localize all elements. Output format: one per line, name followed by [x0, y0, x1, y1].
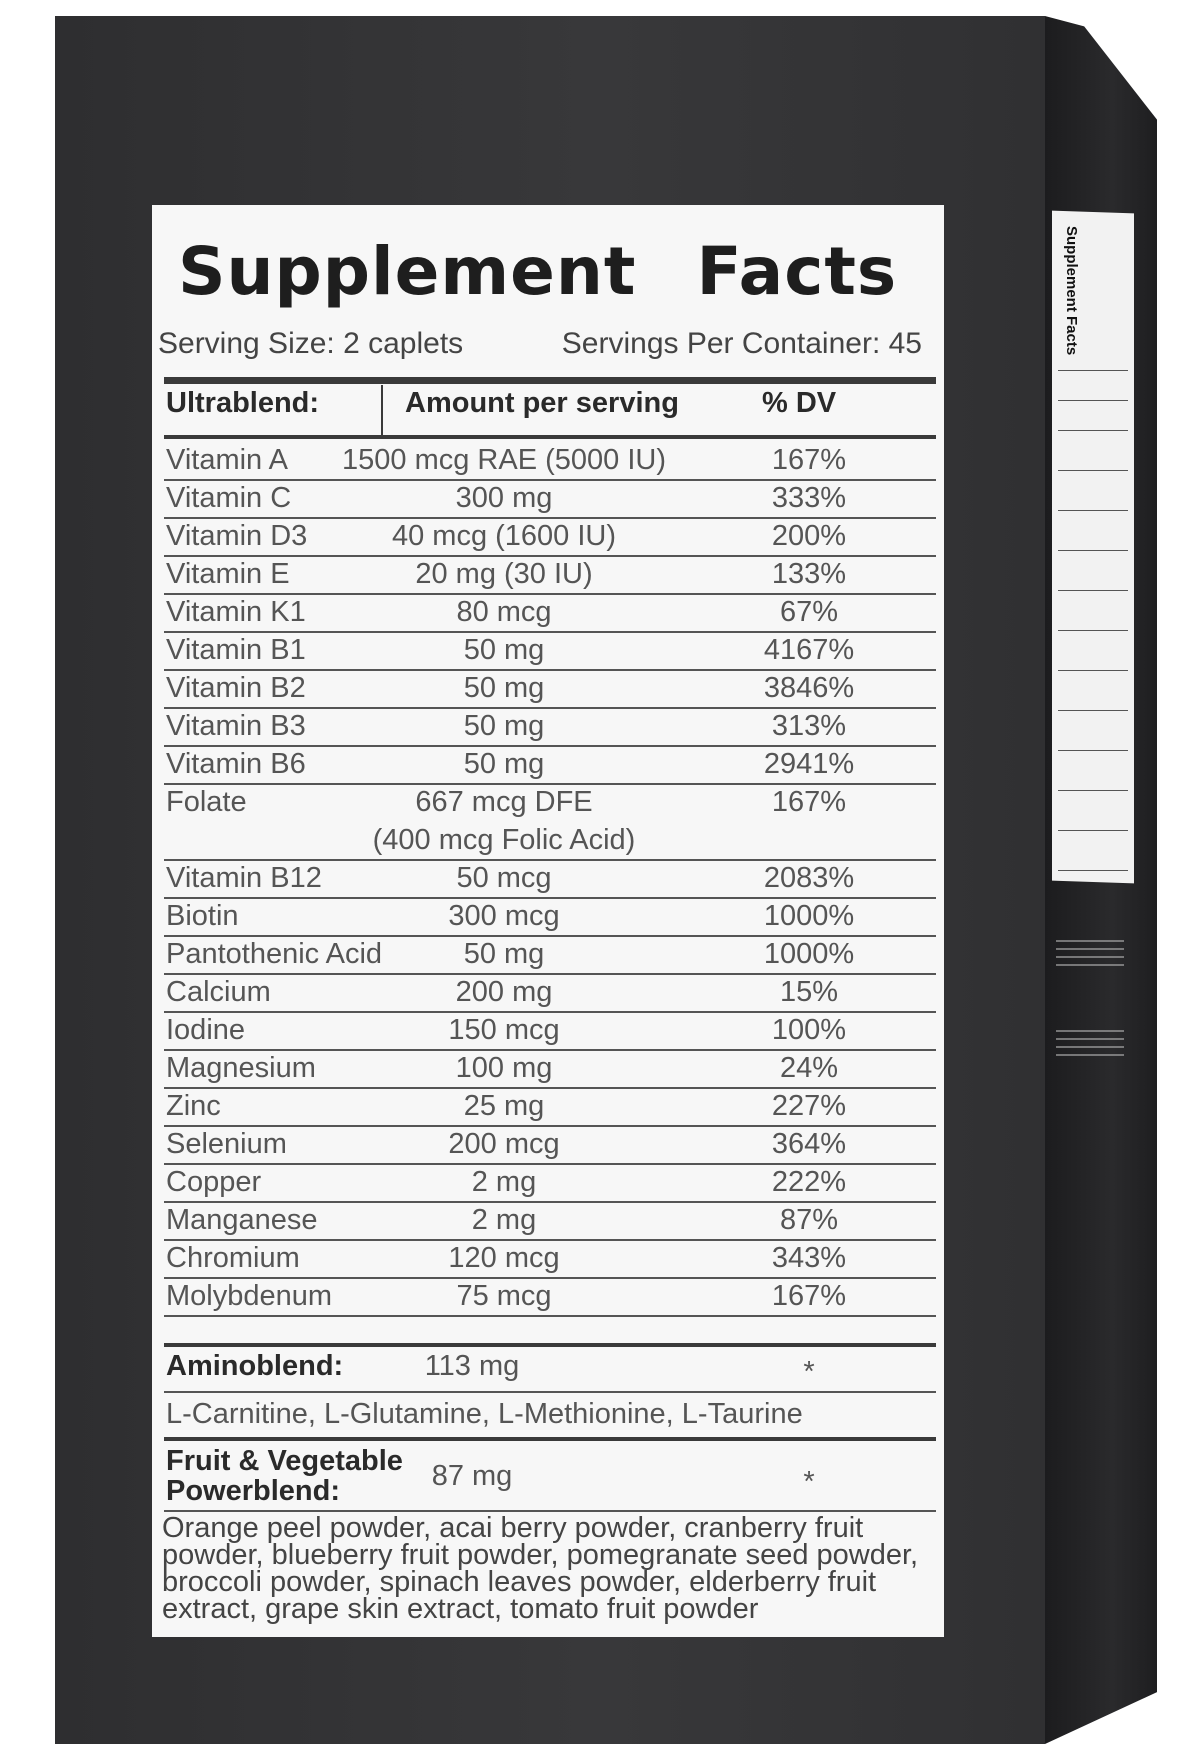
nutrient-dv: 2941%: [763, 748, 855, 780]
supplement-facts-panel: [152, 205, 944, 1637]
nutrient-dv: 167%: [771, 1280, 847, 1312]
nutrient-name: Vitamin E: [166, 558, 290, 590]
side-panel-rule: [1058, 750, 1128, 751]
nutrient-amount: 50 mg: [463, 634, 545, 666]
nutrient-dv: 167%: [771, 444, 847, 476]
nutrient-amount: 100 mg: [455, 1052, 553, 1084]
side-panel-rule: [1058, 710, 1128, 711]
table-row: [164, 707, 936, 747]
title-word-facts: Facts: [696, 233, 898, 310]
powerblend-name-line1: Fruit & Vegetable: [166, 1445, 403, 1477]
nutrient-amount: 80 mcg: [456, 596, 552, 628]
aminoblend-end-rule: [164, 1437, 936, 1441]
nutrient-dv: 24%: [779, 1052, 839, 1084]
nutrient-name: Pantothenic Acid: [166, 938, 383, 970]
nutrient-name: Zinc: [166, 1090, 221, 1122]
nutrient-name: Vitamin B3: [166, 710, 306, 742]
side-panel-rule: [1058, 590, 1128, 591]
nutrient-dv: 87%: [779, 1204, 839, 1236]
table-row: [164, 479, 936, 519]
nutrient-dv: 222%: [771, 1166, 847, 1198]
nutrient-dv: 364%: [771, 1128, 847, 1160]
nutrient-amount: 667 mcg DFE: [415, 786, 593, 818]
side-panel-rule: [1058, 550, 1128, 551]
nutrient-amount: 150 mcg: [448, 1014, 560, 1046]
nutrient-name: Selenium: [166, 1128, 287, 1160]
table-row: [164, 517, 936, 557]
nutrient-dv: 2083%: [763, 862, 855, 894]
side-panel-fine-text: [1056, 1046, 1124, 1048]
nutrient-amount: 200 mcg: [448, 1128, 560, 1160]
powerblend-dv: *: [803, 1466, 815, 1498]
title-word-supplement: Supplement: [178, 233, 637, 310]
nutrient-name: Magnesium: [166, 1052, 316, 1084]
powerblend-name-line2: Powerblend:: [166, 1475, 341, 1507]
nutrient-dv: 1000%: [763, 900, 855, 932]
nutrient-amount: 1500 mcg RAE (5000 IU): [342, 444, 666, 476]
nutrient-amount: 50 mg: [463, 938, 545, 970]
nutrient-dv: 1000%: [763, 938, 855, 970]
nutrient-name: Iodine: [166, 1014, 246, 1046]
side-panel-fine-text: [1056, 948, 1124, 950]
aminoblend-dv: *: [803, 1356, 815, 1388]
nutrient-name: Vitamin B1: [166, 634, 306, 666]
side-panel-rule: [1058, 670, 1128, 671]
table-row: [164, 1049, 936, 1089]
nutrient-amount: 50 mg: [463, 710, 545, 742]
header-column-divider: [381, 385, 383, 439]
table-row: [164, 631, 936, 671]
table-row: [164, 555, 936, 595]
header-bottom-rule: [164, 435, 936, 439]
table-row: [164, 935, 936, 975]
side-panel-fine-text: [1056, 1038, 1124, 1040]
nutrient-amount: 300 mcg: [448, 900, 560, 932]
powerblend-ingredients: Orange peel powder, acai berry powder, cranberry fruit powder, blueberry fruit powder, pomegranate seed powder, broccoli powder, spinach leaves powder, elderberry fruit extract, grape skin extract, tomato fruit powder: [162, 1512, 919, 1625]
nutrient-dv: 333%: [771, 482, 847, 514]
nutrient-dv: 167%: [771, 786, 847, 818]
nutrient-name: Vitamin B12: [166, 862, 322, 894]
nutrient-name: Vitamin B2: [166, 672, 306, 704]
nutrient-name: Vitamin A: [166, 444, 288, 476]
table-row: [164, 1011, 936, 1051]
table-row: [164, 783, 936, 861]
nutrient-dv: 227%: [771, 1090, 847, 1122]
nutrient-dv: 4167%: [763, 634, 855, 666]
side-panel-fine-text: [1056, 940, 1124, 942]
side-panel-rule: [1058, 430, 1128, 431]
side-panel-rule: [1058, 870, 1128, 871]
header-thick-rule: [164, 377, 936, 384]
table-row: [164, 973, 936, 1013]
nutrient-name: Vitamin D3: [166, 520, 308, 552]
table-row: [164, 859, 936, 899]
servings-per-container: Servings Per Container: 45: [561, 327, 922, 360]
nutrient-dv: 100%: [771, 1014, 847, 1046]
nutrient-amount: 40 mcg (1600 IU): [391, 520, 617, 552]
side-panel-fine-text: [1056, 964, 1124, 966]
side-panel-rule: [1058, 400, 1128, 401]
table-row: [164, 1087, 936, 1127]
nutrient-dv: 343%: [771, 1242, 847, 1274]
header-amount: Amount per serving: [405, 387, 679, 419]
aminoblend-rule: [164, 1391, 936, 1393]
table-row: [164, 1125, 936, 1165]
side-panel-rule: [1058, 630, 1128, 631]
nutrient-name: Chromium: [166, 1242, 300, 1274]
aminoblend-amount: 113 mg: [424, 1350, 520, 1382]
nutrient-name: Vitamin K1: [166, 596, 306, 628]
nutrient-name: Manganese: [166, 1204, 318, 1236]
nutrient-name: Biotin: [166, 900, 239, 932]
nutrient-dv: 313%: [771, 710, 847, 742]
table-row: [164, 669, 936, 709]
side-panel-rule: [1058, 510, 1128, 511]
powerblend-amount: 87 mg: [431, 1460, 513, 1492]
table-row: [164, 897, 936, 937]
header-dv: % DV: [762, 387, 837, 419]
nutrient-name: Copper: [166, 1166, 262, 1198]
table-row: [164, 593, 936, 633]
nutrient-amount: 200 mg: [455, 976, 553, 1008]
nutrient-amount: 25 mg: [463, 1090, 545, 1122]
side-panel-fine-text: [1056, 956, 1124, 958]
nutrient-name: Calcium: [166, 976, 271, 1008]
header-ultrablend: Ultrablend:: [166, 387, 320, 419]
table-row: [164, 1163, 936, 1203]
nutrient-dv: 133%: [771, 558, 847, 590]
table-row: [164, 745, 936, 785]
nutrient-name: Folate: [166, 786, 247, 818]
nutrient-amount: 20 mg (30 IU): [415, 558, 593, 590]
nutrient-name: Molybdenum: [166, 1280, 333, 1312]
nutrient-amount: 75 mcg: [456, 1280, 552, 1312]
serving-size: Serving Size: 2 caplets: [158, 327, 464, 360]
side-panel-rule: [1058, 830, 1128, 831]
nutrient-amount: 50 mg: [463, 748, 545, 780]
nutrient-name: Vitamin B6: [166, 748, 306, 780]
table-row: [164, 1277, 936, 1317]
nutrient-amount-sub: (400 mcg Folic Acid): [372, 824, 636, 856]
nutrient-name: Vitamin C: [166, 482, 292, 514]
panel-title: [178, 233, 918, 310]
side-panel-rule: [1058, 790, 1128, 791]
table-row: [164, 441, 936, 481]
nutrient-amount: 50 mg: [463, 672, 545, 704]
nutrient-dv: 67%: [779, 596, 839, 628]
nutrient-amount: 300 mg: [455, 482, 553, 514]
side-panel-rule: [1058, 470, 1128, 471]
side-panel-fine-text: [1056, 1054, 1124, 1056]
nutrient-dv: 200%: [771, 520, 847, 552]
nutrient-dv: 3846%: [763, 672, 855, 704]
table-row: [164, 1239, 936, 1279]
nutrient-amount: 2 mg: [471, 1166, 537, 1198]
side-panel-fine-text: [1056, 1030, 1124, 1032]
table-row: [164, 1201, 936, 1241]
nutrient-dv: 15%: [779, 976, 839, 1008]
nutrient-amount: 120 mcg: [448, 1242, 560, 1274]
side-panel-title: Supplement Facts: [1063, 226, 1080, 356]
side-panel-rule: [1058, 370, 1128, 371]
nutrient-amount: 2 mg: [471, 1204, 537, 1236]
nutrient-amount: 50 mcg: [456, 862, 552, 894]
aminoblend-ingredients: L-Carnitine, L-Glutamine, L-Methionine, L-Taurine: [166, 1398, 803, 1430]
aminoblend-name: Aminoblend:: [166, 1350, 344, 1382]
